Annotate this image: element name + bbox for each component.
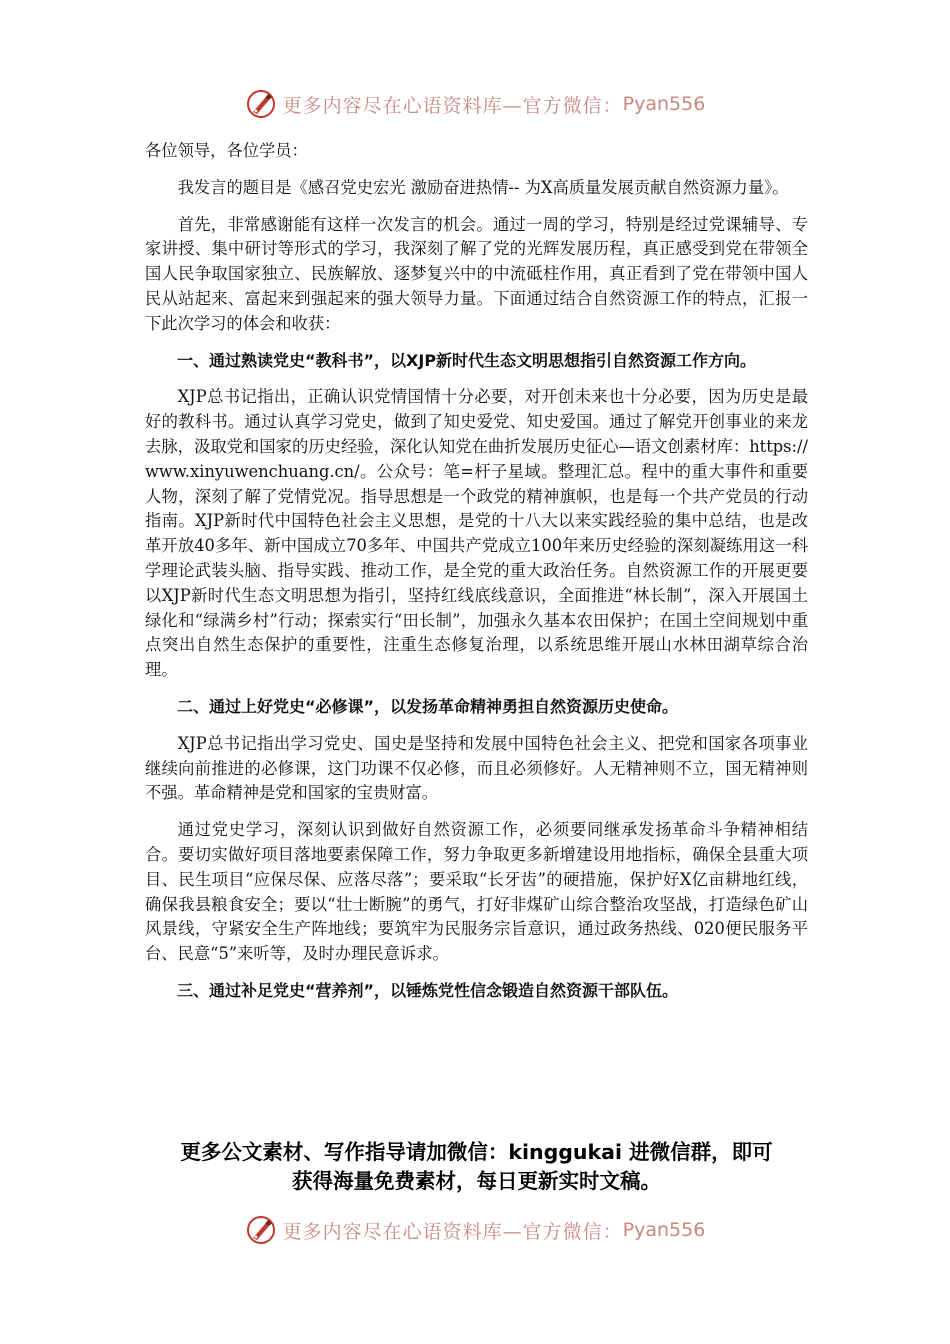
watermark-text: 更多内容尽在心语资料库—官方微信： bbox=[282, 1220, 623, 1243]
promo-line-1: 更多公文素材、写作指导请加微信：kinggukai 进微信群，即可 bbox=[180, 1140, 773, 1164]
section1-heading: 一、通过熟读党史“教科书”，以XJP新时代生态文明思想指引自然资源工作方向。 bbox=[177, 350, 757, 370]
section3-heading: 三、通过补足党史“营养剂”，以锤炼党性信念锻造自然资源干部队伍。 bbox=[177, 980, 679, 1000]
watermark-footer bbox=[0, 1210, 950, 1250]
section2-heading: 二、通过上好党史“必修课”，以发扬革命精神勇担自然资源历史使命。 bbox=[177, 696, 679, 716]
promo-line-2: 获得海量免费素材，每日更新实时文稿。 bbox=[292, 1169, 661, 1193]
section2-body-2: 通过党史学习，深刻认识到做好自然资源工作，必须要同继承发扬革命斗争精神相结合。要切实做好项目落地要素保障工作，努力争取更多新增建设用地指标，确保全县重大项目、民生项目“应保尽保、应落尽落”；要采取“长牙齿”的硬措施，保护好X亿亩耕地红线，确保我县粮食安全；要以“壮士断腕”的勇气，打好非煤矿山综合整治攻坚战，打造绿色矿山风景线，守紧安全生产阵地线；要筑牢为民服务宗旨意识，通过政务热线、020便民服务平台、民意“5”来听等，及时办理民意诉求。 bbox=[145, 820, 808, 964]
watermark-wechat-id: Pyan556 bbox=[622, 93, 706, 115]
document-body bbox=[145, 139, 808, 1016]
section2-body-1: XJP总书记指出学习党史、国史是坚持和发展中国特色社会主义、把党和国家各项事业继续向前推进的必修课，这门功课不仅必修，而且必须修好。人无精神则不立，国无精神则不强。革命精神是党和国家的宝贵财富。 bbox=[145, 733, 808, 803]
section1-body: XJP总书记指出，正确认识党情国情十分必要，对开创未来也十分必要，因为历史是最好的教科书。通过认真学习党史，做到了知史爱党、知史爱国。通过了解党开创事业的来龙去脉，汲取党和国家的历史经验，深化认知党在曲折发展历史征心—语文创素材库：https://www.xinyuwenchuang.cn/。公众号：笔=杆子星域。整理汇总。程中的重大事件和重要人物，深刻了解了党情党况。指导思想是一个政党的精神旗帜，也是每一个共产党员的行动指南。XJP新时代中国特色社会主义思想，是党的十八大以来实践经验的集中总结，也是改革开放40多年、新中国成立70多年、中国共产党成立100年来历史经验的深刻凝练用这一科学理论武装头脑、指导实践、推动工作，是全党的重大政治任务。自然资源工作的开展更要以XJP新时代生态文明思想为指引，坚持红线底线意识，全面推进“林长制”，深入开展国土绿化和“绿满乡村”行动；探索实行“田长制”，加强永久基本农田保护；在国土空间规划中重点突出自然生态保护的重要性，注重生态修复治理，以系统思维开展山水林田湖草综合治理。 bbox=[145, 387, 808, 680]
pen-nib-logo-icon bbox=[245, 88, 277, 120]
promo-block bbox=[145, 1138, 808, 1196]
opening-paragraph: 首先，非常感谢能有这样一次发言的机会。通过一周的学习，特别是经过党课辅导、专家讲授、集中研讨等形式的学习，我深刻了解了党的光辉发展历程，真正感受到党在带领全国人民争取国家独立、民族解放、逐梦复兴中的中流砥柱作用，真正看到了党在带领中国人民从站起来、富起来到强起来的强大领导力量。下面通过结合自然资源工作的特点，汇报一下此次学习的体会和收获： bbox=[145, 214, 808, 333]
watermark-header bbox=[0, 84, 950, 124]
watermark-wechat-id: Pyan556 bbox=[622, 1219, 706, 1241]
greeting: 各位领导，各位学员： bbox=[145, 141, 308, 160]
pen-nib-logo-icon bbox=[245, 1214, 277, 1246]
watermark-text: 更多内容尽在心语资料库—官方微信： bbox=[282, 94, 623, 117]
intro-paragraph: 我发言的题目是《感召党史宏光 激励奋进热情-- 为X高质量发展贡献自然资源力量》。 bbox=[177, 177, 789, 197]
